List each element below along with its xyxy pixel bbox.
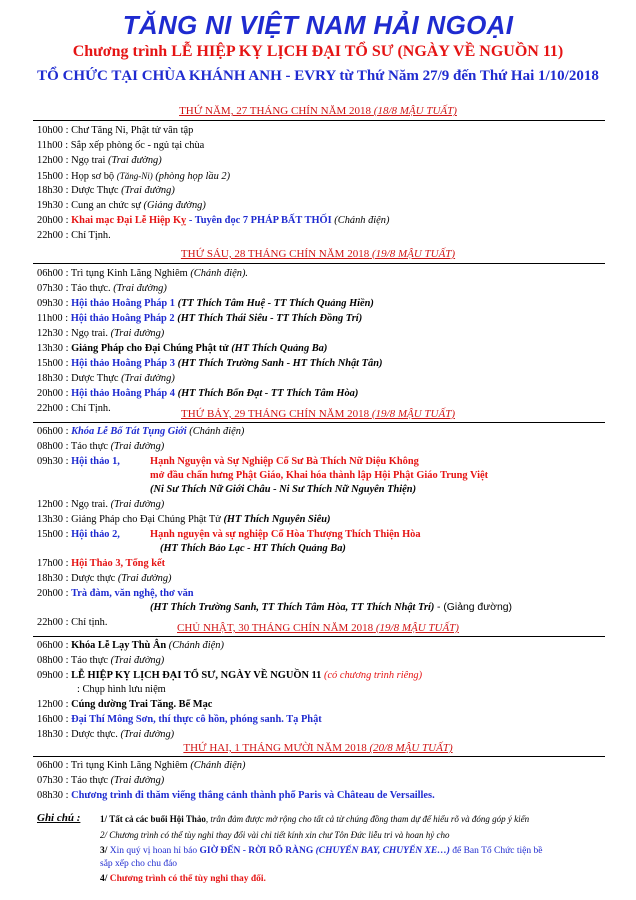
schedule-row: 06h00 : Trì tụng Kinh Lăng Nghiêm (Chánh điện) [37, 760, 246, 771]
schedule-row: 12h00 : Ngọ trai (Trai đường) [37, 155, 162, 166]
schedule-row: 18h30 : Dược thực (Trai đường) [37, 573, 172, 584]
schedule-row: 08h30 : Chương trình đi thăm viếng thắng cảnh thành phố Paris và Château de Versailles. [37, 790, 435, 801]
divider [33, 422, 605, 423]
schedule-row: 20h00 : Khai mạc Đại Lễ Hiệp Kỵ - Tuyên đọc 7 PHÁP BẤT THỐI (Chánh điện) [37, 215, 390, 226]
divider [33, 756, 605, 757]
program-subtitle: Chương trình LỄ HIỆP KỴ LỊCH ĐẠI TỔ SƯ (NGÀY VỀ NGUỒN 11) [72, 43, 564, 60]
schedule-row: 06h00 : Khóa Lễ Lạy Thù Ân (Chánh điện) [37, 640, 224, 651]
note-2: 2/ Chương trình có thể tùy nghi thay đổi vài chi tiết kính xin chư Tôn Đức liễu tri và hoan hỷ cho [100, 830, 450, 840]
schedule-row: 12h00 : Cúng dường Trai Tăng. Bế Mạc [37, 699, 213, 710]
workshop-topic: Hạnh Nguyện và Sự Nghiệp Cố Sư Bà Thích Nữ Diệu Không [150, 456, 419, 467]
workshop-topic: Hạnh nguyện và sự nghiệp Cố Hòa Thượng Thích Thiện Hòa [150, 529, 421, 540]
day-heading-mon: THỨ HAI, 1 THÁNG MƯỜI NĂM 2018 (20/8 MẬU TUẤT) [183, 742, 453, 754]
workshop-speakers: (HT Thích Bảo Lạc - HT Thích Quảng Ba) [160, 543, 346, 554]
schedule-row: 18h30 : Dược Thực (Trai đường) [37, 373, 175, 384]
day-heading-sun: CHỦ NHẬT, 30 THÁNG CHÍN NĂM 2018 (19/8 MẬU TUẤT) [177, 622, 459, 634]
venue-line: TỔ CHỨC TẠI CHÙA KHÁNH ANH - EVRY từ Thứ Năm 27/9 đến Thứ Hai 1/10/2018 [37, 68, 599, 84]
schedule-row: 15h00 : Hội thảo 2, [37, 529, 120, 540]
page-title: TĂNG NI VIỆT NAM HẢI NGOẠI [122, 10, 514, 40]
workshop-speakers: (Ni Sư Thích Nữ Giới Châu - Ni Sư Thích Nữ Nguyên Thiện) [150, 484, 417, 495]
schedule-row: 22h00 : Chỉ Tịnh. [37, 403, 111, 414]
schedule-row: 08h00 : Tảo thực (Trai đường) [37, 655, 165, 666]
note-3-line2: sắp xếp cho chu đáo [100, 859, 178, 869]
schedule-row: 06h00 : Trì tụng Kinh Lăng Nghiêm (Chánh điện). [37, 268, 249, 279]
schedule-row: 17h00 : Hội Thảo 3, Tổng kết [37, 558, 166, 569]
notes-label: Ghi chú : [37, 812, 81, 824]
schedule-row: 18h30 : Dược thực. (Trai đường) [37, 729, 175, 740]
schedule-row: 22h00 : Chỉ tịnh. [37, 617, 108, 628]
divider [33, 636, 605, 637]
note-1: 1/ Tất cả các buổi Hội Thảo, trân đảm được mở rộng cho tất cả từ chúng đồng tham dự để hiểu rõ và đóng góp ý kiến [100, 814, 530, 824]
evening-guests: (HT Thích Trường Sanh, TT Thích Tâm Hòa, TT Thích Nhật Trí) - (Giảng đường) [150, 602, 512, 613]
divider [33, 120, 605, 121]
schedule-row: 13h30 : Giảng Pháp cho Đại Chúng Phật Tử (HT Thích Nguyên Siêu) [37, 514, 331, 525]
schedule-row: 07h30 : Tảo thực. (Trai đường) [37, 283, 167, 294]
schedule-row: 11h00 : Hội thảo Hoằng Pháp 2 (HT Thích Thái Siêu - TT Thích Đồng Trí) [37, 313, 363, 324]
schedule-row: 22h00 : Chỉ Tịnh. [37, 230, 111, 241]
schedule-row: 07h30 : Tảo thực (Trai đường) [37, 775, 165, 786]
schedule-row: 18h30 : Dược Thực (Trai đường) [37, 185, 175, 196]
schedule-row: 12h30 : Ngọ trai. (Trai đường) [37, 328, 165, 339]
schedule-row: 08h00 : Tảo thực (Trai đường) [37, 441, 165, 452]
day-heading-fri: THỨ SÁU, 28 THÁNG CHÍN NĂM 2018 (19/8 MẬU TUẤT) [180, 248, 456, 260]
schedule-row: 20h00 : Trà đàm, văn nghệ, thơ văn [37, 588, 194, 599]
workshop-topic-line2: mở đầu chấn hưng Phật Giáo, Khai hóa thành lập Hội Phật Giáo Trung Việt [150, 470, 489, 481]
schedule-row: 13h30 : Giảng Pháp cho Đại Chúng Phật tử (HT Thích Quảng Ba) [37, 343, 328, 354]
schedule-row: 10h00 : Chư Tăng Ni, Phật tử vân tập [37, 125, 194, 136]
note-4: 4/ Chương trình có thể tùy nghi thay đổi. [100, 874, 266, 884]
schedule-row: 19h30 : Cung an chức sự (Giảng đường) [37, 200, 206, 211]
schedule-row: 09h00 : LỄ HIỆP KỴ LỊCH ĐẠI TỔ SƯ, NGÀY VỀ NGUỒN 11 (có chương trình riêng) [37, 670, 423, 681]
day-heading-thu: THỨ NĂM, 27 THÁNG CHÍN NĂM 2018 (18/8 MẬU TUẤT) [179, 105, 457, 117]
schedule-row: 12h00 : Ngọ trai. (Trai đường) [37, 499, 165, 510]
photo-session: : Chụp hình lưu niệm [77, 684, 166, 695]
schedule-row: 09h30 : Hội thảo 1, [37, 456, 120, 467]
schedule-row: 11h00 : Sắp xếp phòng ốc - ngủ tại chùa [37, 140, 205, 151]
schedule-row: 15h00 : Họp sơ bộ (Tăng-Ni) (phòng họp lầu 2) [37, 171, 231, 182]
schedule-row: 06h00 : Khóa Lễ Bố Tát Tụng Giới (Chánh điện) [37, 426, 245, 437]
schedule-row: 16h00 : Đại Thí Mông Sơn, thí thực cô hồn, phóng sanh. Tạ Phật [37, 714, 322, 725]
schedule-row: 15h00 : Hội thảo Hoằng Pháp 3 (HT Thích Trường Sanh - HT Thích Nhật Tân) [37, 358, 383, 369]
note-3: 3/ Xin quý vị hoan hỉ báo GIỜ ĐẾN - RỜI RÕ RÀNG (CHUYẾN BAY, CHUYẾN XE…) để Ban Tổ Chức tiện bề [100, 846, 543, 856]
day-heading-sat: THỨ BẢY, 29 THÁNG CHÍN NĂM 2018 (19/8 MẬU TUẤT) [181, 408, 455, 420]
schedule-row: 20h00 : Hội thảo Hoằng Pháp 4 (HT Thích Bổn Đạt - TT Thích Tâm Hòa) [37, 388, 359, 399]
divider [33, 263, 605, 264]
schedule-row: 09h30 : Hội thảo Hoằng Pháp 1 (TT Thích Tâm Huệ - TT Thích Quảng Hiền) [37, 298, 374, 309]
